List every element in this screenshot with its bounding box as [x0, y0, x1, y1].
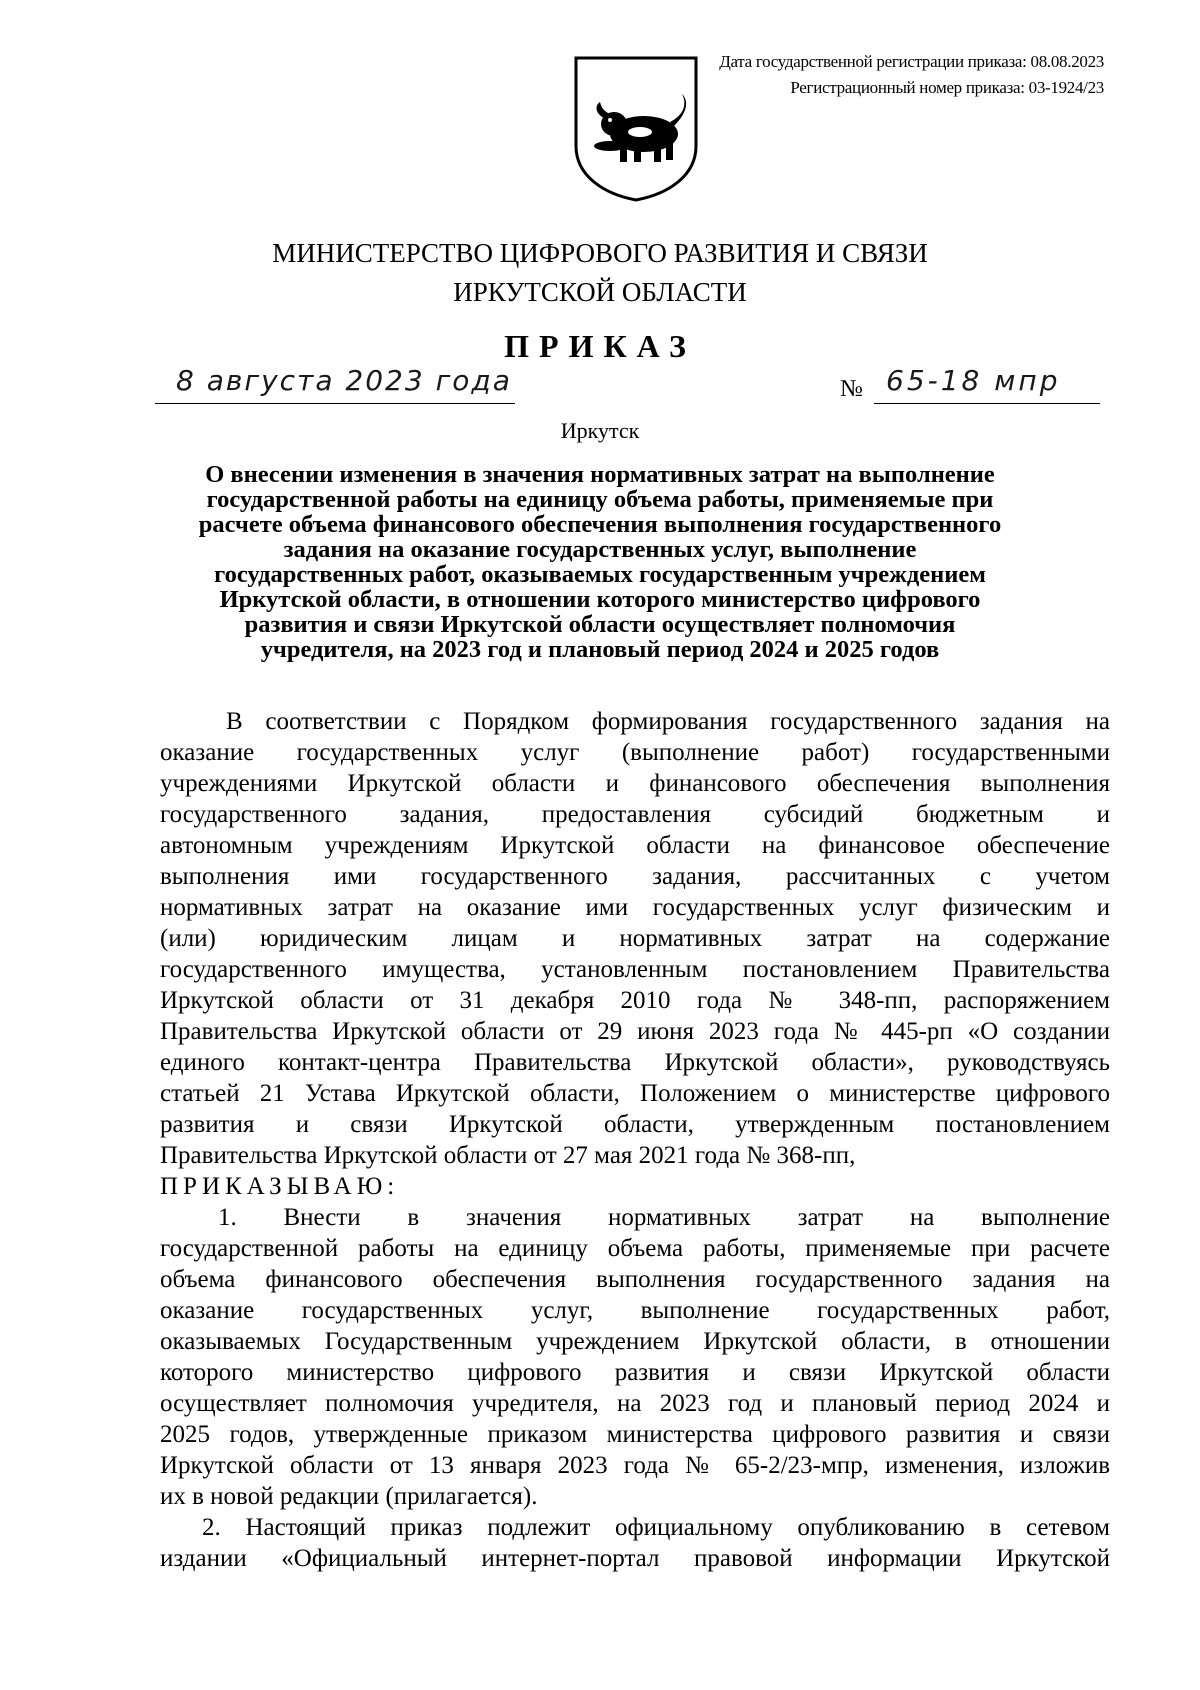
order-body: [160, 706, 1110, 1574]
body-line: развития и связи Иркутской области, утвержденным постановлением: [160, 1111, 1110, 1138]
order-word: ПРИКАЗЫВАЮ:: [160, 1173, 400, 1200]
subject-line: государственной работы на единицу объема работы, применяемые при: [206, 486, 994, 513]
registration-date: Дата государственной регистрации приказа: 08.08.2023: [719, 52, 1104, 71]
item1-line: Иркутской области от 13 января 2023 года № 65-2/23-мпр, изменения, изложив: [160, 1452, 1110, 1479]
body-line: В соответствии с Порядком формирования государственного задания на: [226, 708, 1110, 735]
date-underline: [155, 403, 515, 404]
city-name: Иркутск: [560, 418, 640, 443]
subject-line: Иркутской области, в отношении которого министерство цифрового: [219, 586, 981, 613]
body-line: нормативных затрат на оказание ими государственных услуг физическим и: [160, 894, 1110, 921]
item2-line: 2. Настоящий приказ подлежит официальному опубликованию в сетевом: [202, 1514, 1110, 1541]
ministry-name-line2: ИРКУТСКОЙ ОБЛАСТИ: [453, 277, 747, 307]
body-line: государственного имущества, установленным постановлением Правительства: [160, 956, 1110, 983]
subject-line: учредителя, на 2023 год и плановый период 2024 и 2025 годов: [260, 636, 940, 663]
number-underline: [874, 403, 1100, 404]
body-line: (или) юридическим лицам и нормативных затрат на содержание: [160, 925, 1110, 952]
body-line: статьей 21 Устава Иркутской области, Положением о министерстве цифрового: [160, 1080, 1110, 1107]
subject-line: государственных работ, оказываемых государственным учреждением: [214, 561, 986, 588]
item1-line: 1. Внести в значения нормативных затрат на выполнение: [218, 1204, 1110, 1231]
subject-line: задания на оказание государственных услуг, выполнение: [283, 536, 917, 563]
item1-line: 2025 годов, утвержденные приказом министерства цифрового развития и связи: [160, 1421, 1110, 1448]
body-line: Правительства Иркутской области от 29 июня 2023 года № 445-рп «О создании: [160, 1018, 1110, 1045]
body-line: оказание государственных услуг (выполнение работ) государственными: [160, 739, 1110, 766]
subject-line: развития и связи Иркутской области осуществляет полномочия: [244, 611, 956, 638]
item1-line: осуществляет полномочия учредителя, на 2023 год и плановый период 2024 и: [160, 1390, 1110, 1417]
ministry-name-line1: МИНИСТЕРСТВО ЦИФРОВОГО РАЗВИТИЯ И СВЯЗИ: [272, 238, 928, 268]
item1-line: государственной работы на единицу объема работы, применяемые при расчете: [160, 1235, 1110, 1262]
coat-of-arms-icon: [570, 54, 702, 204]
subject-line: расчете объема финансового обеспечения выполнения государственного: [198, 511, 1002, 538]
order-subject-title: [140, 462, 1060, 662]
item1-line: объема финансового обеспечения выполнения государственного задания на: [160, 1266, 1110, 1293]
body-line: автономным учреждениям Иркутской области на финансовое обеспечение: [160, 832, 1110, 859]
body-line: государственного задания, предоставления субсидий бюджетным и: [160, 801, 1110, 828]
order-number-handwritten: 65-18 мпр: [886, 364, 1061, 397]
subject-line: О внесении изменения в значения нормативных затрат на выполнение: [205, 461, 995, 488]
number-sign: №: [840, 376, 863, 402]
registration-number: Регистрационный номер приказа: 03-1924/23: [790, 78, 1104, 97]
item1-line: их в новой редакции (прилагается).: [160, 1483, 538, 1510]
body-line: Иркутской области от 31 декабря 2010 года № 348-пп, распоряжением: [160, 987, 1110, 1014]
body-line: Правительства Иркутской области от 27 мая 2021 года № 368-пп,: [160, 1142, 856, 1169]
item1-line: оказываемых Государственным учреждением Иркутской области, в отношении: [160, 1328, 1110, 1355]
body-line: учреждениями Иркутской области и финансового обеспечения выполнения: [160, 770, 1110, 797]
item2-line: издании «Официальный интернет-портал правовой информации Иркутской: [160, 1545, 1110, 1572]
item1-line: оказание государственных услуг, выполнение государственных работ,: [160, 1297, 1110, 1324]
body-line: выполнения ими государственного задания, рассчитанных с учетом: [160, 863, 1110, 890]
item1-line: которого министерство цифрового развития и связи Иркутской области: [160, 1359, 1110, 1386]
order-date-handwritten: 8 августа 2023 года: [176, 364, 512, 397]
document-type-title: ПРИКАЗ: [504, 328, 696, 364]
body-line: единого контакт-центра Правительства Иркутской области», руководствуясь: [160, 1049, 1110, 1076]
